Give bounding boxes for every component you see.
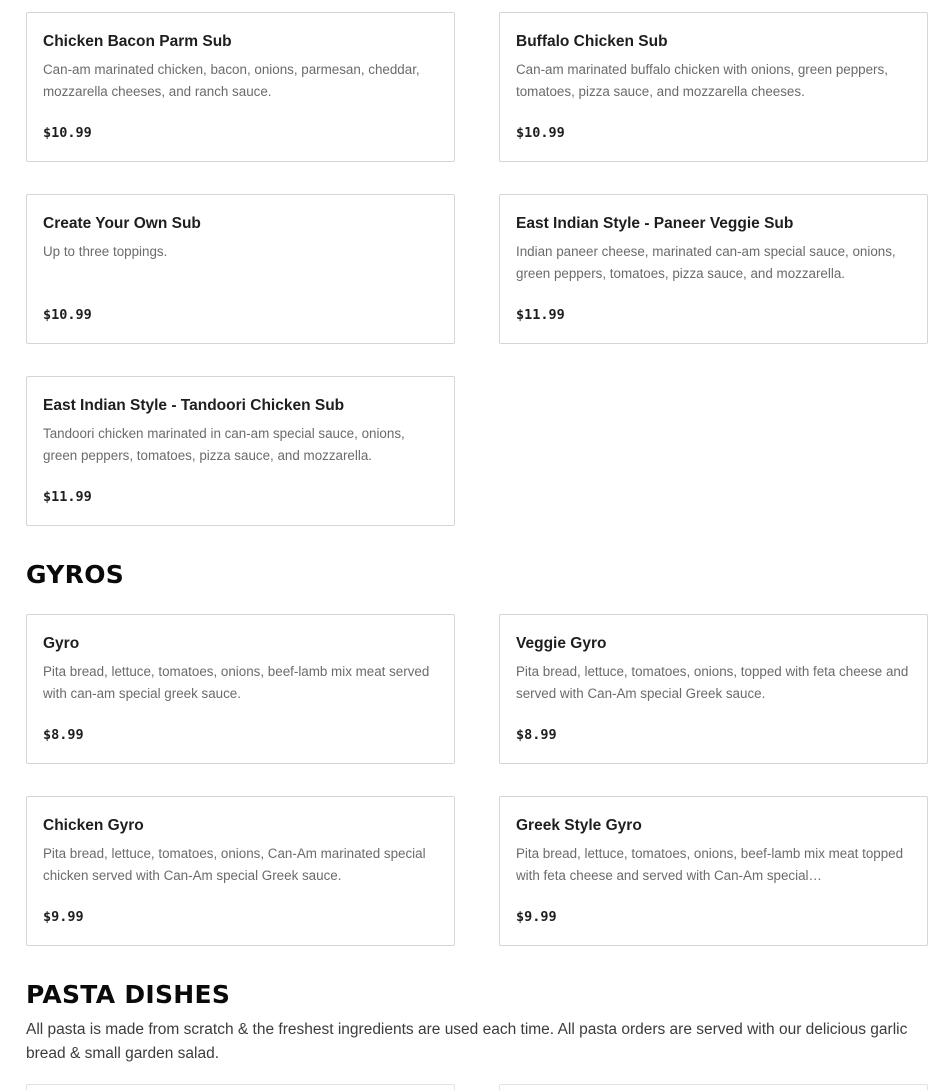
menu-item-description: Pita bread, lettuce, tomatoes, onions, topped with feta cheese and served with Can-Am special Greek sauce. bbox=[516, 664, 909, 701]
menu-item-name: East Indian Style - Tandoori Chicken Sub bbox=[43, 397, 345, 414]
gyros-grid bbox=[26, 614, 928, 946]
subs-grid bbox=[26, 12, 928, 526]
menu-item-price: $9.99 bbox=[43, 909, 84, 925]
menu-item-description: Tandoori chicken marinated in can-am special sauce, onions, green peppers, tomatoes, pizza sauce, and mozzarella. bbox=[43, 426, 405, 463]
menu-item-card-partial[interactable] bbox=[26, 1084, 455, 1090]
menu-item-description: Can-am marinated buffalo chicken with onions, green peppers, tomatoes, pizza sauce, and mozzarella cheeses. bbox=[516, 62, 888, 99]
menu-item-card[interactable] bbox=[26, 376, 455, 526]
menu-item-name: Chicken Gyro bbox=[43, 817, 144, 834]
menu-item-description: Indian paneer cheese, marinated can-am special sauce, onions, green peppers, tomatoes, pizza sauce, and mozzarella. bbox=[516, 244, 896, 281]
menu-item-card[interactable] bbox=[499, 796, 928, 946]
menu-item-card[interactable] bbox=[499, 194, 928, 344]
menu-item-description: Pita bread, lettuce, tomatoes, onions, Can-Am marinated special chicken served with Can-Am special Greek sauce. bbox=[43, 846, 426, 883]
section-title-gyros: GYROS bbox=[26, 560, 125, 589]
menu-item-name: Gyro bbox=[43, 635, 80, 652]
section-description-pasta: All pasta is made from scratch & the freshest ingredients are used each time. All pasta orders are served with our delicious garlic bread & small garden salad. bbox=[26, 1021, 908, 1062]
menu-item-price: $10.99 bbox=[516, 125, 565, 141]
menu-item-name: East Indian Style - Paneer Veggie Sub bbox=[516, 215, 794, 232]
menu-item-price: $8.99 bbox=[43, 727, 84, 743]
menu-item-description: Can-am marinated chicken, bacon, onions, parmesan, cheddar, mozzarella cheeses, and ranch sauce. bbox=[43, 62, 420, 99]
menu-item-price: $10.99 bbox=[43, 125, 92, 141]
menu-item-name: Chicken Bacon Parm Sub bbox=[43, 33, 232, 50]
menu-item-description: Up to three toppings. bbox=[43, 244, 168, 259]
menu-item-name: Greek Style Gyro bbox=[516, 817, 642, 834]
menu-item-price: $11.99 bbox=[516, 307, 565, 323]
menu-item-price: $8.99 bbox=[516, 727, 557, 743]
menu-item-price: $11.99 bbox=[43, 489, 92, 505]
menu-item-description: Pita bread, lettuce, tomatoes, onions, beef-lamb mix meat served with can-am special greek sauce. bbox=[43, 664, 430, 701]
menu-item-card-partial[interactable] bbox=[499, 1084, 928, 1090]
menu-item-price: $10.99 bbox=[43, 307, 92, 323]
menu-item-card[interactable] bbox=[26, 796, 455, 946]
menu-item-card[interactable] bbox=[26, 614, 455, 764]
menu-item-name: Veggie Gyro bbox=[516, 635, 607, 652]
menu-item-card[interactable] bbox=[499, 12, 928, 162]
menu-item-description: Pita bread, lettuce, tomatoes, onions, beef-lamb mix meat topped with feta cheese and served with Can-Am special… bbox=[516, 846, 904, 883]
menu-item-card[interactable] bbox=[26, 12, 455, 162]
menu-item-price: $9.99 bbox=[516, 909, 557, 925]
menu-item-card[interactable] bbox=[499, 614, 928, 764]
menu-item-name: Buffalo Chicken Sub bbox=[516, 33, 668, 50]
menu-item-name: Create Your Own Sub bbox=[43, 215, 201, 232]
menu-item-card[interactable] bbox=[26, 194, 455, 344]
section-title-pasta: PASTA DISHES bbox=[26, 980, 231, 1009]
